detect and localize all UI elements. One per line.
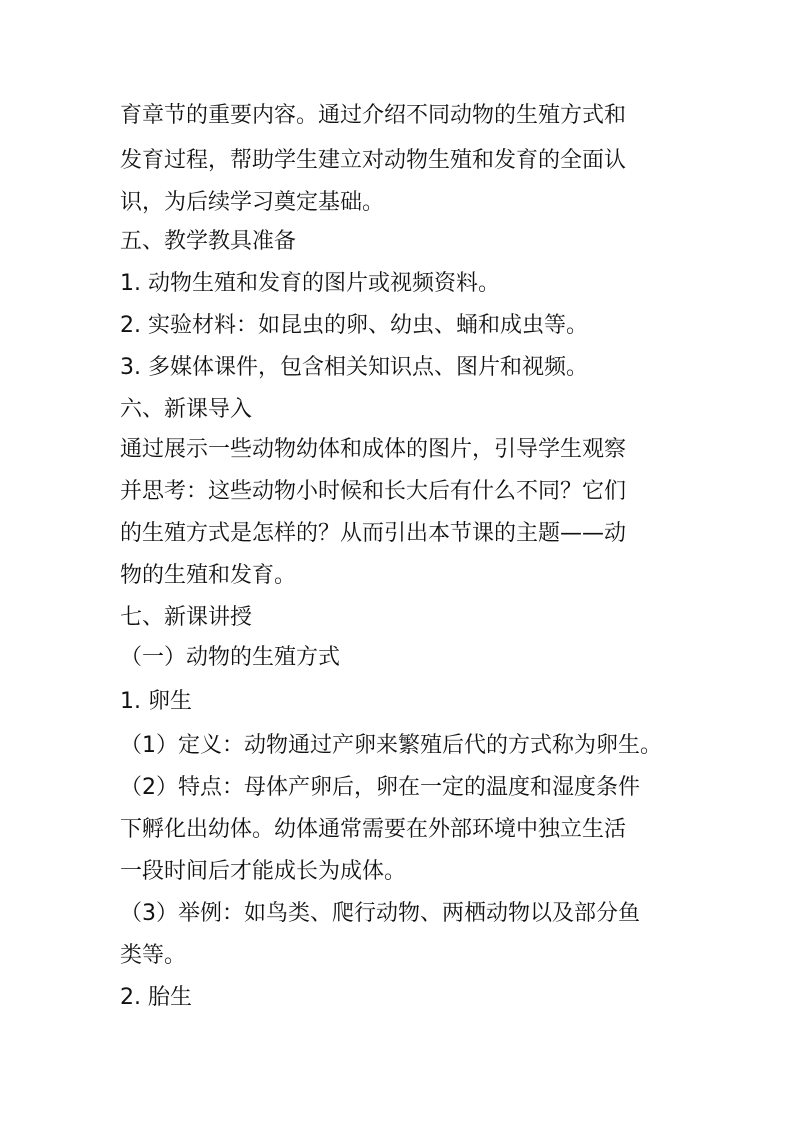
section-heading: 七、新课讲授 bbox=[120, 605, 253, 630]
text-line: 的生殖方式是怎样的？从而引出本节课的主题——动 bbox=[120, 521, 627, 546]
text-line: 识，为后续学习奠定基础。 bbox=[120, 190, 385, 215]
list-item: 3. 多媒体课件，包含相关知识点、图片和视频。 bbox=[120, 355, 588, 380]
section-heading: 六、新课导入 bbox=[120, 397, 253, 422]
list-item: 2. 胎生 bbox=[120, 985, 192, 1010]
list-item: 1. 卵生 bbox=[120, 689, 192, 714]
list-item: 2. 实验材料：如昆虫的卵、幼虫、蛹和成虫等。 bbox=[120, 313, 588, 338]
text-line: 下孵化出幼体。幼体通常需要在外部环境中独立生活 bbox=[120, 817, 627, 842]
text-line: 并思考：这些动物小时候和长大后有什么不同？它们 bbox=[120, 479, 627, 504]
section-heading: 五、教学教具准备 bbox=[120, 229, 297, 254]
text-line: 发育过程，帮助学生建立对动物生殖和发育的全面认 bbox=[120, 148, 627, 173]
text-line: 育章节的重要内容。通过介绍不同动物的生殖方式和 bbox=[120, 103, 627, 128]
text-line: （2）特点：母体产卵后，卵在一定的温度和湿度条件 bbox=[120, 775, 640, 800]
text-line: （3）举例：如鸟类、爬行动物、两栖动物以及部分鱼 bbox=[120, 901, 640, 926]
list-item: 1. 动物生殖和发育的图片或视频资料。 bbox=[120, 271, 500, 296]
text-line: （1）定义：动物通过产卵来繁殖后代的方式称为卵生。 bbox=[120, 733, 662, 758]
text-line: 一段时间后才能成长为成体。 bbox=[120, 859, 407, 884]
text-line: 通过展示一些动物幼体和成体的图片，引导学生观察 bbox=[120, 437, 627, 462]
subsection-heading: （一）动物的生殖方式 bbox=[120, 645, 341, 670]
text-line: 类等。 bbox=[120, 943, 187, 968]
text-line: 物的生殖和发育。 bbox=[120, 563, 297, 588]
